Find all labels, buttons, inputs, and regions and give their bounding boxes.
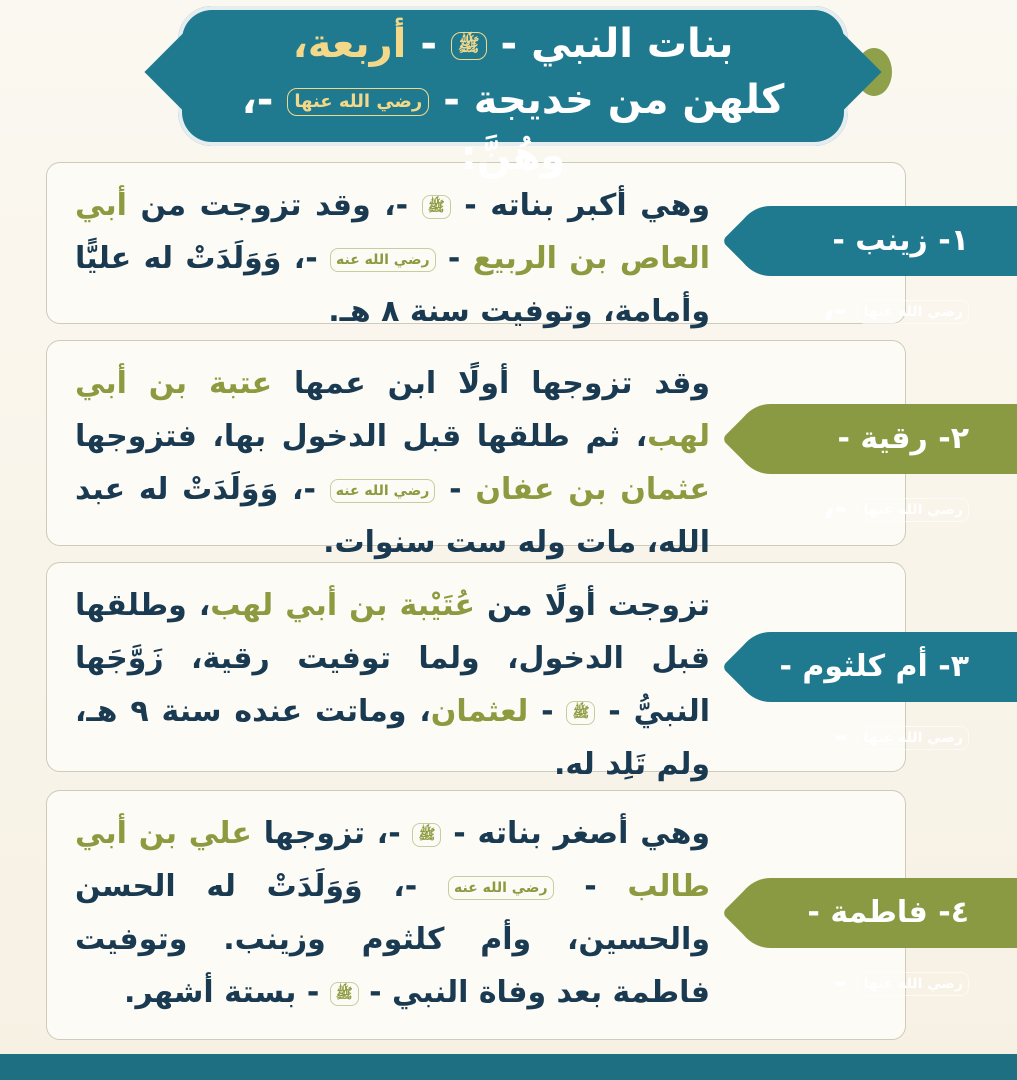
honorific-badge: رضي الله عنه bbox=[448, 876, 554, 900]
bio-text: - bbox=[447, 241, 461, 276]
title-line1-part1: بنات النبي - bbox=[500, 21, 734, 67]
daughter-bio bbox=[75, 807, 710, 1019]
title-honorific-2: رضي الله عنها bbox=[287, 88, 429, 116]
bio-text: -، وَوَلَدَتْ له عبد الله، مات وله ست سنوات. bbox=[75, 472, 710, 560]
daughter-name: ٢- رقية - bbox=[837, 421, 969, 456]
daughter-name: ١- زينب - bbox=[832, 223, 969, 258]
daughter-bio bbox=[75, 357, 710, 569]
daughter-bio bbox=[75, 179, 710, 338]
honorific-badge: رضي الله عنها bbox=[857, 498, 969, 522]
bio-text: -، تزوجها bbox=[263, 816, 401, 851]
honorific-badge: ﷺ bbox=[412, 823, 441, 847]
bio-text: -، وَوَلَدَتْ له الحسن والحسين، وأم كلثوم وزينب. وتوفيت فاطمة بعد وفاة النبي - bbox=[75, 869, 710, 1010]
honorific-badge: رضي الله عنه bbox=[330, 248, 436, 272]
bio-highlight-name: عتبة بن أبي لهب bbox=[75, 366, 710, 454]
daughter-name: ٤- فاطمة - bbox=[807, 895, 969, 930]
daughter-name: ٣- أم كلثوم - bbox=[779, 649, 969, 684]
honorific-badge: رضي الله عنها bbox=[857, 726, 969, 750]
daughter-tag-fatima bbox=[736, 878, 1017, 1000]
title-honorific-1: ﷺ bbox=[451, 32, 487, 60]
bio-highlight-name: عثمان بن عفان bbox=[475, 472, 711, 507]
bio-text: ، وطلقها قبل الدخول، ولما توفيت رقية، زَوَّجَها النبيُّ - bbox=[75, 588, 711, 729]
tag-suffix: -، bbox=[823, 491, 847, 526]
honorific-badge: رضي الله عنها bbox=[857, 972, 969, 996]
honorific-badge: ﷺ bbox=[566, 701, 595, 725]
title-line2-part2: -، وهُنَّ: bbox=[241, 77, 566, 179]
bio-highlight-name: لعثمان bbox=[430, 694, 529, 729]
title-line1-part2: - bbox=[420, 21, 437, 67]
title-line-2 bbox=[190, 72, 836, 184]
tag-suffix: - bbox=[834, 965, 847, 1000]
bio-text: ، وماتت عنده سنة ٩ هـ، ولم تَلِد له. bbox=[75, 694, 710, 782]
bio-highlight-name: عُتَيْبة بن أبي لهب bbox=[210, 588, 475, 623]
honorific-badge: رضي الله عنها bbox=[857, 300, 969, 324]
bio-text: - bbox=[541, 694, 554, 729]
bio-text: وهي أكبر بناته - bbox=[464, 188, 710, 223]
bio-text: - bbox=[449, 472, 462, 507]
page-title bbox=[190, 16, 836, 184]
daughter-bio bbox=[75, 579, 710, 791]
bio-text: تزوجت أولًا من bbox=[487, 588, 711, 623]
title-line-1 bbox=[190, 16, 836, 72]
bio-text: ، ثم طلقها قبل الدخول بها، فتزوجها bbox=[75, 419, 648, 454]
bio-text: -، وقد تزوجت من bbox=[140, 188, 409, 223]
daughter-tag-umm-kulthum bbox=[736, 632, 1017, 754]
daughter-tag-zainab bbox=[736, 206, 1017, 328]
bio-text: -، وَوَلَدَتْ له عليًّا وأمامة، وتوفيت سنة ٨ هـ. bbox=[75, 241, 710, 329]
bio-text: - بستة أشهر. bbox=[124, 975, 320, 1010]
tag-suffix: -، bbox=[823, 293, 847, 328]
honorific-badge: ﷺ bbox=[330, 982, 359, 1006]
bio-text: وقد تزوجها أولًا ابن عمها bbox=[294, 366, 711, 401]
title-accent: أربعة، bbox=[292, 21, 407, 67]
bio-highlight-name: علي بن أبي طالب bbox=[75, 816, 710, 904]
daughter-tag-ruqayya bbox=[736, 404, 1017, 526]
honorific-badge: ﷺ bbox=[422, 195, 451, 219]
title-line2-part1: كلهن من خديجة - bbox=[443, 77, 785, 123]
footer-bar bbox=[0, 1054, 1017, 1080]
bio-text: - bbox=[584, 869, 597, 904]
bio-highlight-name: أبي العاص بن الربيع bbox=[75, 188, 710, 276]
bio-text: وهي أصغر بناته - bbox=[453, 816, 711, 851]
honorific-badge: رضي الله عنه bbox=[330, 479, 436, 503]
tag-suffix: - bbox=[834, 719, 847, 754]
